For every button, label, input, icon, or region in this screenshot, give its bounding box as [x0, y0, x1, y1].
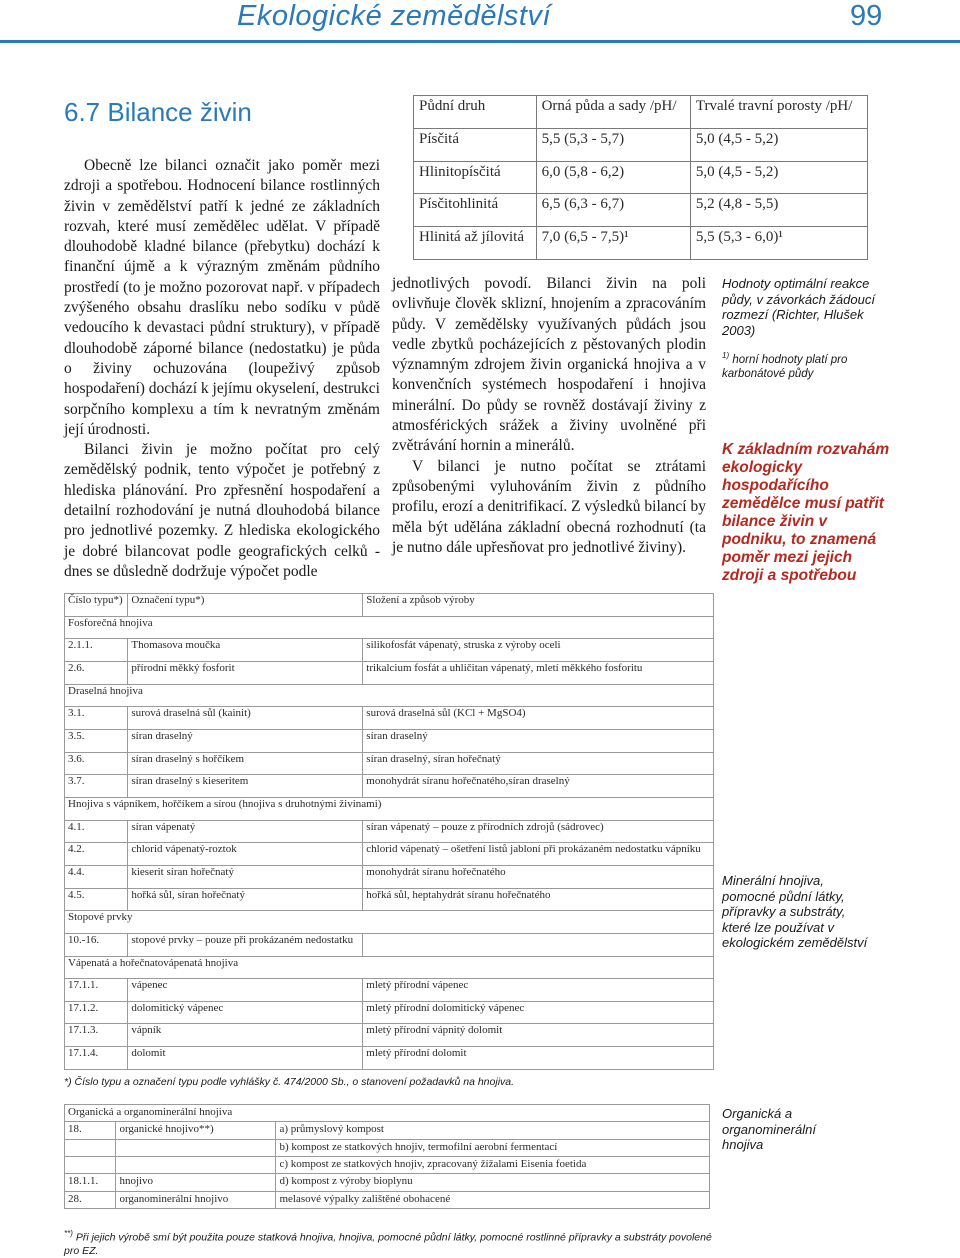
ph-table-caption: Hodnoty optimální reakce půdy, v závorkách žádoucí rozmezí (Richter, Hlušek 2003) [722, 276, 875, 338]
table-group-cell: Hnojiva s vápníkem, hořčíkem a sírou (hnojiva s druhotnými živinami) [65, 797, 714, 820]
paragraph: V bilanci je nutno počítat se ztrátami způsobenými vyluhováním živin z půdního profilu, erozí a denitrifikací. Z výsledků bilancí by měla být udělána základní obecná rozhodnutí (ta je nutno dále upřesňovat pro jednotlivé živiny). [392, 457, 706, 556]
table-cell: 3.6. [65, 752, 128, 775]
table-group-cell: Fosforečná hnojiva [65, 616, 714, 639]
table-row [65, 752, 714, 775]
table-cell: 18.1.1. [65, 1174, 116, 1191]
table-group-cell: Draselná hnojiva [65, 684, 714, 707]
table-cell: 17.1.2. [65, 1001, 128, 1024]
table-cell: přírodní měkký fosforit [128, 661, 363, 684]
table-cell: síran draselný s hořčíkem [128, 752, 363, 775]
table-cell: 5,5 (5,3 - 6,0)¹ [690, 227, 867, 260]
table-cell [116, 1139, 276, 1156]
table-cell: mletý přírodní vápnitý dolomit [363, 1024, 714, 1047]
table-cell: surová draselná sůl (KCl + MgSO4) [363, 707, 714, 730]
table-cell: 4.4. [65, 865, 128, 888]
running-header-title: Ekologické zemědělství [237, 0, 552, 32]
table-row [65, 1024, 714, 1047]
table-row [65, 797, 714, 820]
table-cell: organické hnojivo**) [116, 1122, 276, 1139]
table-cell: c) kompost ze statkových hnojiv, zpracovaný žížalami Eisenia foetida [276, 1156, 710, 1173]
table-row [65, 1105, 710, 1122]
table-cell: 5,5 (5,3 - 5,7) [536, 128, 690, 161]
table-cell: síran draselný, síran hořečnatý [363, 752, 714, 775]
table-cell: chlorid vápenatý-roztok [128, 843, 363, 866]
table-cell: vápník [128, 1024, 363, 1047]
table-cell: melasové výpalky zalištěné obohacené [276, 1191, 710, 1208]
table-cell: 3.1. [65, 707, 128, 730]
table-cell: 17.1.4. [65, 1047, 128, 1070]
table-cell: monohydrát síranu hořečnatého [363, 865, 714, 888]
table-group-cell: Stopové prvky [65, 911, 714, 934]
table-header-row [65, 594, 714, 617]
table-cell: 10.-16. [65, 933, 128, 956]
table-row [65, 775, 714, 798]
table-cell: síran vápenatý – pouze z přírodních zdrojů (sádrovec) [363, 820, 714, 843]
table-cell: trikalcium fosfát a uhličitan vápenatý, mletí měkkého fosforitu [363, 661, 714, 684]
table-cell: organominerální hnojivo [116, 1191, 276, 1208]
table-cell: síran draselný s kieseritem [128, 775, 363, 798]
table-cell: Thomasova moučka [128, 639, 363, 662]
table-cell: hořká sůl, heptahydrát síranu hořečnatého [363, 888, 714, 911]
table-cell: monohydrát síranu hořečnatého,síran draselný [363, 775, 714, 798]
table-row [65, 729, 714, 752]
body-column-2 [392, 274, 706, 558]
table-header-cell: Číslo typu*) [65, 594, 128, 617]
table-cell: 2.1.1. [65, 639, 128, 662]
table-cell: 28. [65, 1191, 116, 1208]
table-cell: 17.1.1. [65, 979, 128, 1002]
table-cell: dolomit [128, 1047, 363, 1070]
table-cell: síran vápenatý [128, 820, 363, 843]
body-column-1 [64, 156, 380, 582]
table-cell: Písčitohlinitá [414, 194, 537, 227]
table-row [65, 639, 714, 662]
footnote-mark: 1) [722, 351, 730, 360]
table-cell: hnojivo [116, 1174, 276, 1191]
table-row [65, 684, 714, 707]
table-row [65, 888, 714, 911]
table-cell: dolomitický vápenec [128, 1001, 363, 1024]
table-cell: 6,5 (6,3 - 6,7) [536, 194, 690, 227]
table-row [65, 865, 714, 888]
table-row [65, 1174, 710, 1191]
table-cell: vápenec [128, 979, 363, 1002]
table-cell: stopové prvky – pouze při prokázaném nedostatku [128, 933, 363, 956]
table-cell: mletý přírodní dolomitický vápenec [363, 1001, 714, 1024]
footnote-ez [64, 1227, 724, 1258]
table-cell: b) kompost ze statkových hnojiv, termofilní aerobní fermentací [276, 1139, 710, 1156]
table-row [65, 1156, 710, 1173]
highlight-note: K základním rozvahám ekologicky hospodařícího zemědělce musí patřit bilance živin v podniku, to znamená poměr mezi jejich zdroji a spotřebou [722, 441, 890, 584]
header-rule [0, 40, 960, 43]
table-cell: 5,2 (4,8 - 5,5) [690, 194, 867, 227]
table-cell [65, 1139, 116, 1156]
table-cell: 4.2. [65, 843, 128, 866]
table-cell: 5,0 (4,5 - 5,2) [690, 128, 867, 161]
footnote-mark: **) [64, 1229, 73, 1238]
table-cell: Písčitá [414, 128, 537, 161]
table-row [65, 979, 714, 1002]
page-number: 99 [850, 0, 883, 32]
table-row [65, 1047, 714, 1070]
table-header-cell: Půdní druh [414, 96, 537, 129]
table-cell: chlorid vápenatý – ošetření listů jabloní při prokázaném nedostatku vápníku [363, 843, 714, 866]
paragraph: jednotlivých povodí. Bilanci živin na poli ovlivňuje člověk sklizní, hnojením a zpracováním půdy. V zemědělsky využívaných půdách jsou vedle zbytků pocházejících z pěstovaných plodin významným zdrojem živin organická hnojiva a v konvenčních systémech hospodaření i hnojiva minerální. Do půdy se rovněž dostávají živiny z atmosférických srážek a živiny uvolněné při zvětrávání hornin a minerálů. [392, 275, 706, 455]
table-cell: Hlinitá až jílovitá [414, 227, 537, 260]
table-cell: mletý přírodní dolomit [363, 1047, 714, 1070]
table-cell: silikofosfát vápenatý, struska z výroby oceli [363, 639, 714, 662]
footnote-vyhlaska: *) Číslo typu a označení typu podle vyhlášky č. 474/2000 Sb., o stanovení požadavků na hnojiva. [64, 1076, 515, 1088]
footnote-text: horní hodnoty platí pro karbonátové půdy [722, 353, 848, 380]
table-row [65, 1191, 710, 1208]
table-cell: a) průmyslový kompost [276, 1122, 710, 1139]
table-cell: surová draselná sůl (kainit) [128, 707, 363, 730]
mineral-caption: Minerální hnojiva, pomocné půdní látky, přípravky a substráty, které lze používat v ekologickém zemědělství [722, 873, 868, 950]
table-row [414, 161, 868, 194]
table-row [414, 194, 868, 227]
table-cell: Hlinitopísčitá [414, 161, 537, 194]
table-header-cell: Označení typu*) [128, 594, 363, 617]
table-cell: 18. [65, 1122, 116, 1139]
table-row [414, 128, 868, 161]
table-cell: 5,0 (4,5 - 5,2) [690, 161, 867, 194]
table-group-cell: Vápenatá a hořečnatovápenatá hnojiva [65, 956, 714, 979]
table-cell: mletý přírodní vápenec [363, 979, 714, 1002]
ph-table-footnote [722, 349, 882, 381]
table-cell: 4.1. [65, 820, 128, 843]
table-row [65, 1122, 710, 1139]
paragraph: Obecně lze bilanci označit jako poměr mezi zdroji a spotřebou. Hodnocení bilance rostlinných živin v zemědělství patří k jedné ze základních rozvah, které musí zemědělec udělat. V případě dlouhodobě kladné bilance (přebytku) dochází k finanční újmě a k výrazným změnám půdního prostředí (to je možno pozorovat např. v případech zvýšeného obsahu draslíku nebo sodíku v půdě vedoucího k devastaci půdní struktury), v případě dlouhodobě záporné bilance (nedostatku) je půda o živiny ochuzována (loupeživý způsob hospodaření) dochází k jejímu okyselení, destrukci sorpčního komplexu a tím k nevratným změnám její úrodnosti. [64, 157, 380, 438]
table-row [65, 843, 714, 866]
table-row [65, 1001, 714, 1024]
soil-ph-table [413, 95, 868, 260]
table-row [65, 956, 714, 979]
paragraph: Bilanci živin je možno počítat pro celý zemědělský podnik, tento výpočet je potřebný z hlediska plánování. Pro zpřesnění hospodaření a detailní rozhodování je nutná dlouhodobá bilance pro jednotlivé pozemky. Z hlediska ekologického je dobré bilancovat podle geografických celků - dnes se důsledně dodržuje výpočet podle [64, 441, 380, 580]
table-row [414, 227, 868, 260]
table-cell: síran draselný [128, 729, 363, 752]
table-cell: 3.5. [65, 729, 128, 752]
table-cell: 2.6. [65, 661, 128, 684]
table-header-cell: Trvalé travní porosty /pH/ [690, 96, 867, 129]
table-cell: 3.7. [65, 775, 128, 798]
table-header-row [414, 96, 868, 129]
table-row [65, 661, 714, 684]
table-row [65, 933, 714, 956]
organic-caption: Organická a organominerální hnojiva [722, 1106, 816, 1152]
table-cell: 7,0 (6,5 - 7,5)¹ [536, 227, 690, 260]
table-cell: kieserit síran hořečnatý [128, 865, 363, 888]
table-cell [363, 933, 714, 956]
table-row [65, 911, 714, 934]
table-header-cell: Orná půda a sady /pH/ [536, 96, 690, 129]
fertilizer-table [64, 593, 714, 1070]
table-cell: 17.1.3. [65, 1024, 128, 1047]
section-title: 6.7 Bilance živin [64, 97, 252, 127]
footnote-text: Při jejich výrobě smí být použita pouze statková hnojiva, hnojiva, pomocné půdní látky, pomocné rostlinné přípravky a substráty povolené pro EZ. [64, 1231, 712, 1257]
table-row [65, 707, 714, 730]
table-group-cell: Organická a organominerální hnojiva [65, 1105, 710, 1122]
table-row [65, 820, 714, 843]
table-cell [116, 1156, 276, 1173]
organic-fertilizer-table [64, 1104, 710, 1209]
table-cell [65, 1156, 116, 1173]
table-row [65, 616, 714, 639]
table-cell: d) kompost z výroby bioplynu [276, 1174, 710, 1191]
table-cell: 6,0 (5,8 - 6,2) [536, 161, 690, 194]
table-header-cell: Složení a způsob výroby [363, 594, 714, 617]
table-cell: hořká sůl, síran hořečnatý [128, 888, 363, 911]
table-row [65, 1139, 710, 1156]
table-cell: 4.5. [65, 888, 128, 911]
table-cell: síran draselný [363, 729, 714, 752]
